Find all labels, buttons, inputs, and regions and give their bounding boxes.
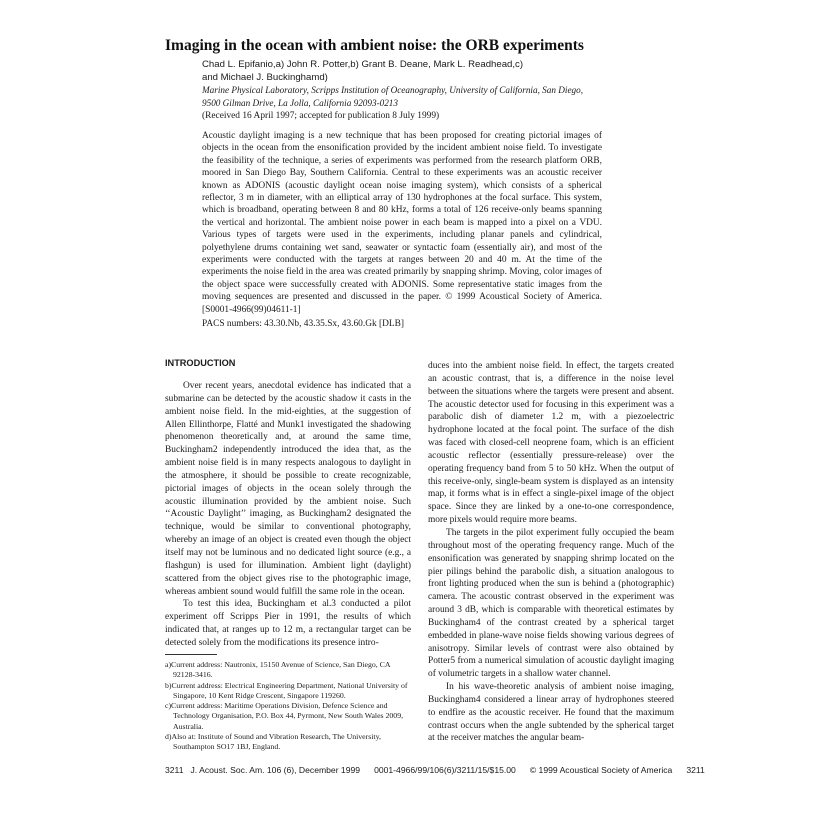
left-column: [165, 380, 411, 650]
footnote-divider: [165, 654, 217, 655]
copyright: © 1999 Acoustical Society of America: [529, 765, 673, 775]
page-number-left: 3211: [165, 765, 184, 775]
paragraph: The targets in the pilot experiment fully occupied the beam throughout most of the operating frequency range. Much of the ensonification was generated by snapping shrimp located on the pier pilings behind the parabolic dish, a situation analogous to front lighting produced when the sun is behind a (photographic) camera. The acoustic contrast observed in the experiment was around 3 dB, which is comparable with theoretical estimates by Buckingham4 of the contrast created by a spherical target embedded in plane-wave noise fields showing various degrees of anisotropy. Similar levels of contrast were also obtained by Potter5 from a numerical simulation of acoustic daylight imaging of volumetric targets in a shallow water channel.: [428, 527, 674, 680]
authors-line-1: Chad L. Epifanio,a) John R. Potter,b) Grant B. Deane, Mark L. Readhead,c): [202, 59, 524, 70]
footnote: d)Also at: Institute of Sound and Vibration Research, The University, Southampton SO17 1BJ, England.: [165, 732, 381, 752]
affiliation-line-1: Marine Physical Laboratory, Scripps Institution of Oceanography, University of California, San Diego,: [202, 85, 584, 95]
footnote: c)Current address: Maritime Operations Division, Defence Science and Technology Organisation, P.O. Box 44, Pyrmont, New South Wales 2009, Australia.: [165, 701, 404, 731]
author-list: [202, 58, 682, 84]
paragraph: Over recent years, anecdotal evidence has indicated that a submarine can be detected by the acoustic shadow it casts in the ambient noise field. In the mid-eighties, at the suggestion of Allen Ellinthorpe, Flatté and Munk1 investigated the shadowing phenomenon theoretically and, at around the same time, Buckingham2 independently introduced the idea that, as the ambient noise field is in many respects analogous to daylight in the atmosphere, it should be possible to create recognizable, pictorial images of objects in the ocean solely through the acoustic illumination provided by the ambient noise. Such ‘‘Acoustic Daylight’’ imaging, as Buckingham2 designated the technique, would be similar to conventional photography, whereby an image of an object is created even though the object itself may not be luminous and no dedicated light source (e.g., a flashgun) is used for illumination. Ambient light (daylight) scattered from the object gives rise to the photographic image, whereas ambient sound would fulfill the same role in the ocean.: [165, 381, 411, 597]
paragraph: duces into the ambient noise field. In effect, the targets created an acoustic contrast, that is, a difference in the noise level between the situations where the targets were present and absent. The acoustic detector used for focusing in this experiment was a parabolic dish of diameter 1.2 m, with a piezoelectric hydrophone located at the focal point. The surface of the dish was faced with closed-cell neoprene foam, which is an efficient acoustic reflector (essentially pressure-release) over the operating frequency band from 5 to 50 kHz. When the output of this receive-only, single-beam system is displayed as an intensity map, it forms what is in effect a single-pixel image of the object space. Since they are linked by a one-to-one correspondence, more pixels would require more beams.: [428, 361, 674, 526]
article-code: 0001-4966/99/106(6)/3211/15/$15.00: [374, 765, 516, 775]
journal-citation: J. Acoust. Soc. Am. 106 (6), December 1999: [190, 765, 361, 775]
paragraph: To test this idea, Buckingham et al.3 conducted a pilot experiment off Scripps Pier in 1991, the results of which indicated that, at ranges up to 12 m, a rectangular target can be detected solely from the modifications its presence intro-: [165, 599, 411, 648]
footnotes: [165, 660, 413, 753]
abstract: Acoustic daylight imaging is a new technique that has been proposed for creating pictorial images of objects in the ocean from the ensonification provided by the incident ambient noise field. To investigate the feasibility of the technique, a series of experiments was performed from the research platform ORB, moored in San Diego Bay, Southern California. Central to these experiments was an acoustic receiver known as ADONIS (acoustic daylight ocean noise imaging system), which consists of a spherical reflector, 3 m in diameter, with an elliptical array of 130 hydrophones at the focal surface. This system, which is broadband, operating between 8 and 80 kHz, forms a total of 126 receive-only beams spanning the vertical and horizontal. The ambient noise power in each beam is mapped into a pixel on a VDU. Various types of targets were used in the experiments, including planar panels and cylindrical, polyethylene drums containing wet sand, seawater or syntactic foam (essentially air), and most of the experiments were conducted with the targets at ranges between 20 and 40 m. At the time of the experiments the noise field in the area was created primarily by snapping shrimp. Moving, color images of the object space were successfully created with ADONIS. Some representative static images from the moving sequences are presented and discussed in the paper. © 1999 Acoustical Society of America. [S0001-4966(99)04611-1]: [202, 131, 602, 315]
affiliation: [202, 84, 682, 109]
affiliation-line-2: 9500 Gilman Drive, La Jolla, California 92093-0213: [202, 97, 398, 108]
paragraph: In his wave-theoretic analysis of ambient noise imaging, Buckingham4 considered a linear array of hydrophones steered to endfire as the acoustic receiver. He found that the maximum contrast occurs when the angle subtended by the spherical target at the receiver matches the angular beam-: [428, 682, 674, 744]
section-heading: INTRODUCTION: [165, 358, 236, 368]
pacs-numbers: PACS numbers: 43.30.Nb, 43.35.Sx, 43.60.Gk [DLB]: [202, 319, 405, 329]
right-column: [428, 360, 674, 745]
footnote: b)Current address: Electrical Engineering Department, National University of Singapore, 10 Kent Ridge Crescent, Singapore 119260.: [165, 680, 408, 700]
paper-title: Imaging in the ocean with ambient noise: the ORB experiments: [165, 37, 584, 54]
footnote: a)Current address: Nautronix, 15150 Avenue of Science, San Diego, CA 92128-3416.: [165, 660, 391, 680]
page-number-right: 3211: [686, 765, 705, 775]
received-dates: (Received 16 April 1997; accepted for publication 8 July 1999): [202, 111, 440, 121]
page-footer: [165, 765, 705, 775]
authors-line-2: and Michael J. Buckinghamd): [202, 72, 328, 83]
